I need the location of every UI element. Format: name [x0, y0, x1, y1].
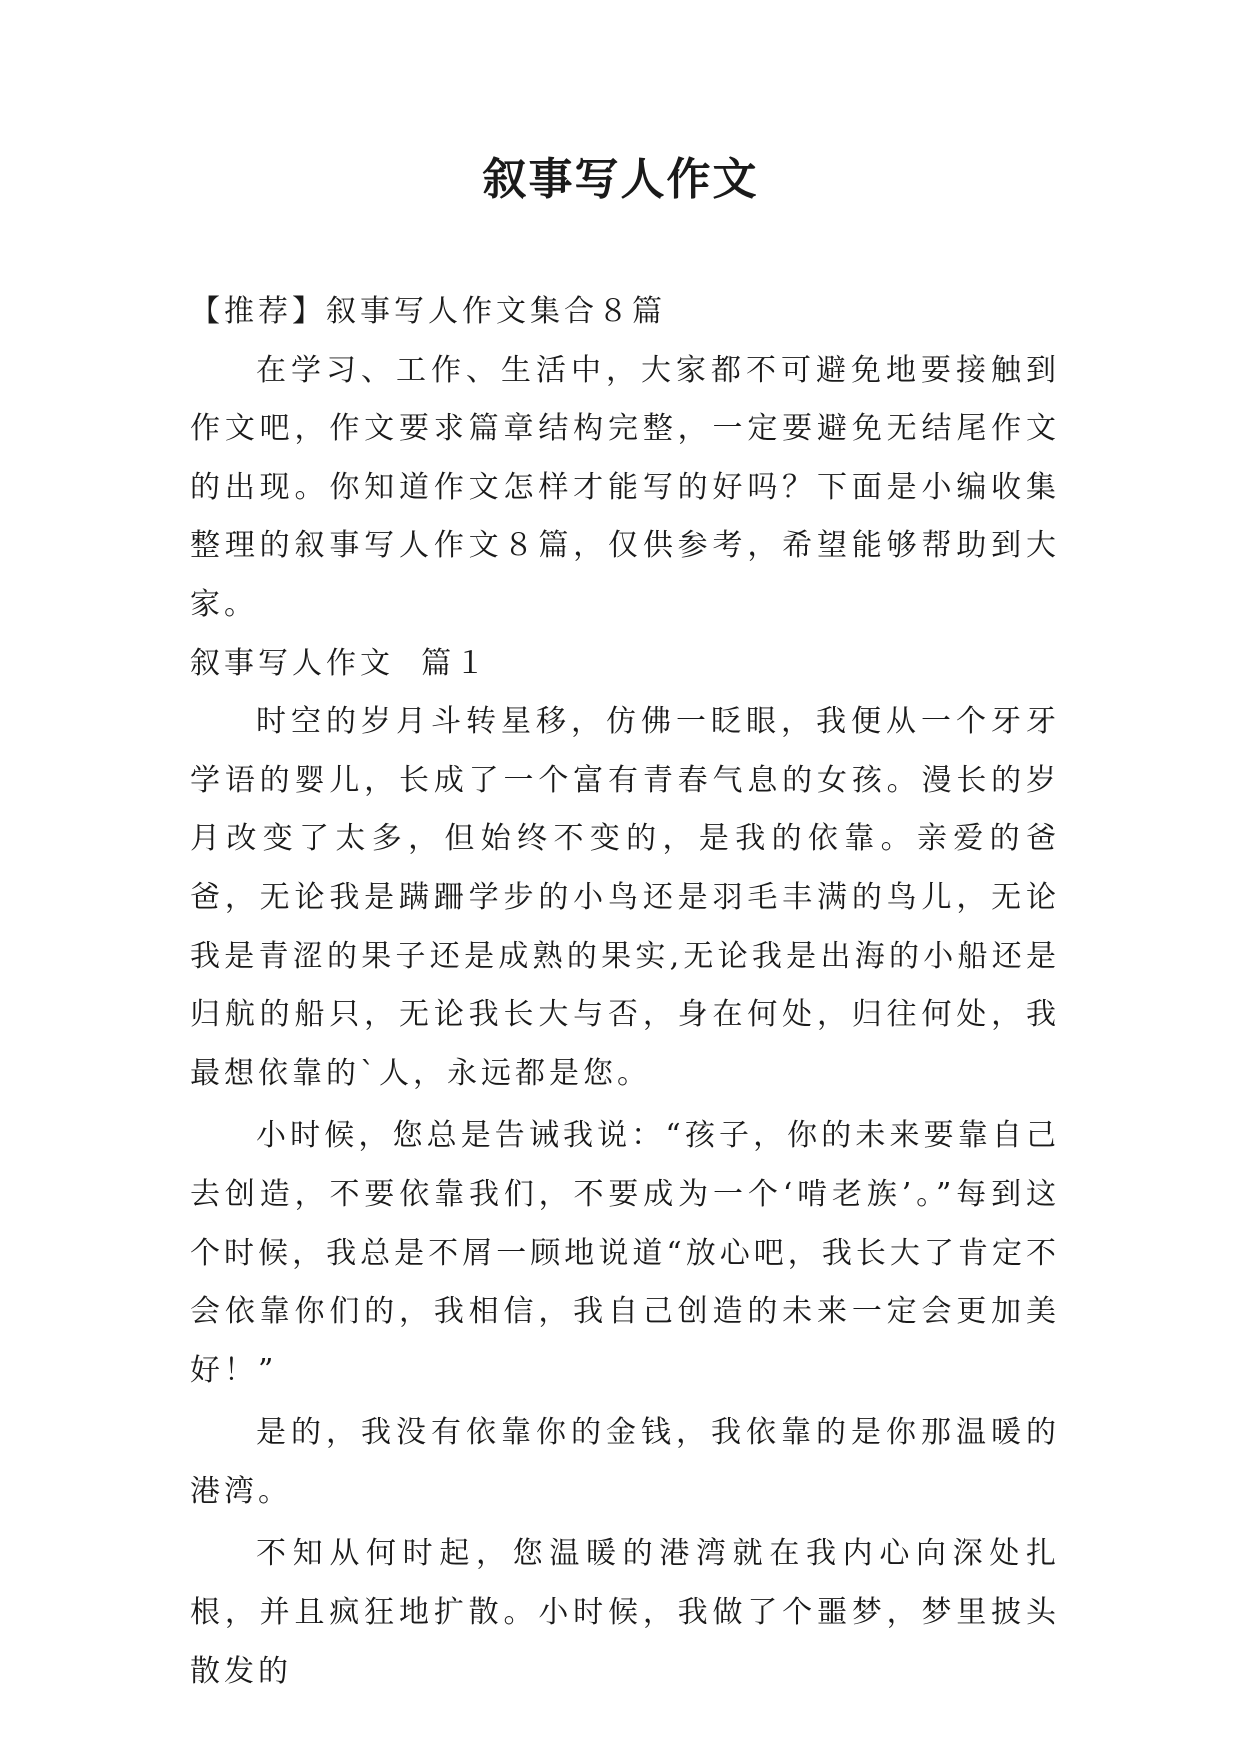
body-paragraph-3: 是的，我没有依靠你的金钱，我依靠的是你那温暖的港湾。 [190, 1415, 1060, 1509]
subtitle-line: 【推荐】叙事写人作文集合８篇 [190, 294, 666, 329]
body-paragraph-4: 不知从何时起，您温暖的港湾就在我内心向深处扎根，并且疯狂地扩散。小时候，我做了个噩梦，梦里披头散发的 [190, 1536, 1060, 1689]
body-paragraph-2: 小时候，您总是告诫我说：“孩子，你的未来要靠自己去创造，不要依靠我们，不要成为一个‘啃老族’。”每到这个时候，我总是不屑一顾地说道“放心吧，我长大了肯定不会依靠你们的，我相信，我自己创造的未来一定会更加美好！” [190, 1118, 1060, 1388]
intro-paragraph: 在学习、工作、生活中，大家都不可避免地要接触到作文吧，作文要求篇章结构完整，一定要避免无结尾作文的出现。你知道作文怎样才能写的好吗？下面是小编收集整理的叙事写人作文８篇，仅供参考，希望能够帮助到大家。 [190, 352, 1060, 622]
document-body [190, 283, 1060, 1701]
body-paragraph-1: 时空的岁月斗转星移，仿佛一眨眼，我便从一个牙牙学语的婴儿，长成了一个富有青春气息的女孩。漫长的岁月改变了太多，但始终不变的，是我的依靠。亲爱的爸爸，无论我是蹒跚学步的小鸟还是羽毛丰满的鸟儿，无论我是青涩的果子还是成熟的果实,无论我是出海的小船还是归航的船只，无论我长大与否，身在何处，归往何处，我最想依靠的`人，永远都是您。 [190, 704, 1060, 1091]
section-heading: 叙事写人作文 篇１ [190, 645, 490, 681]
document-title: 叙事写人作文 [482, 154, 759, 205]
